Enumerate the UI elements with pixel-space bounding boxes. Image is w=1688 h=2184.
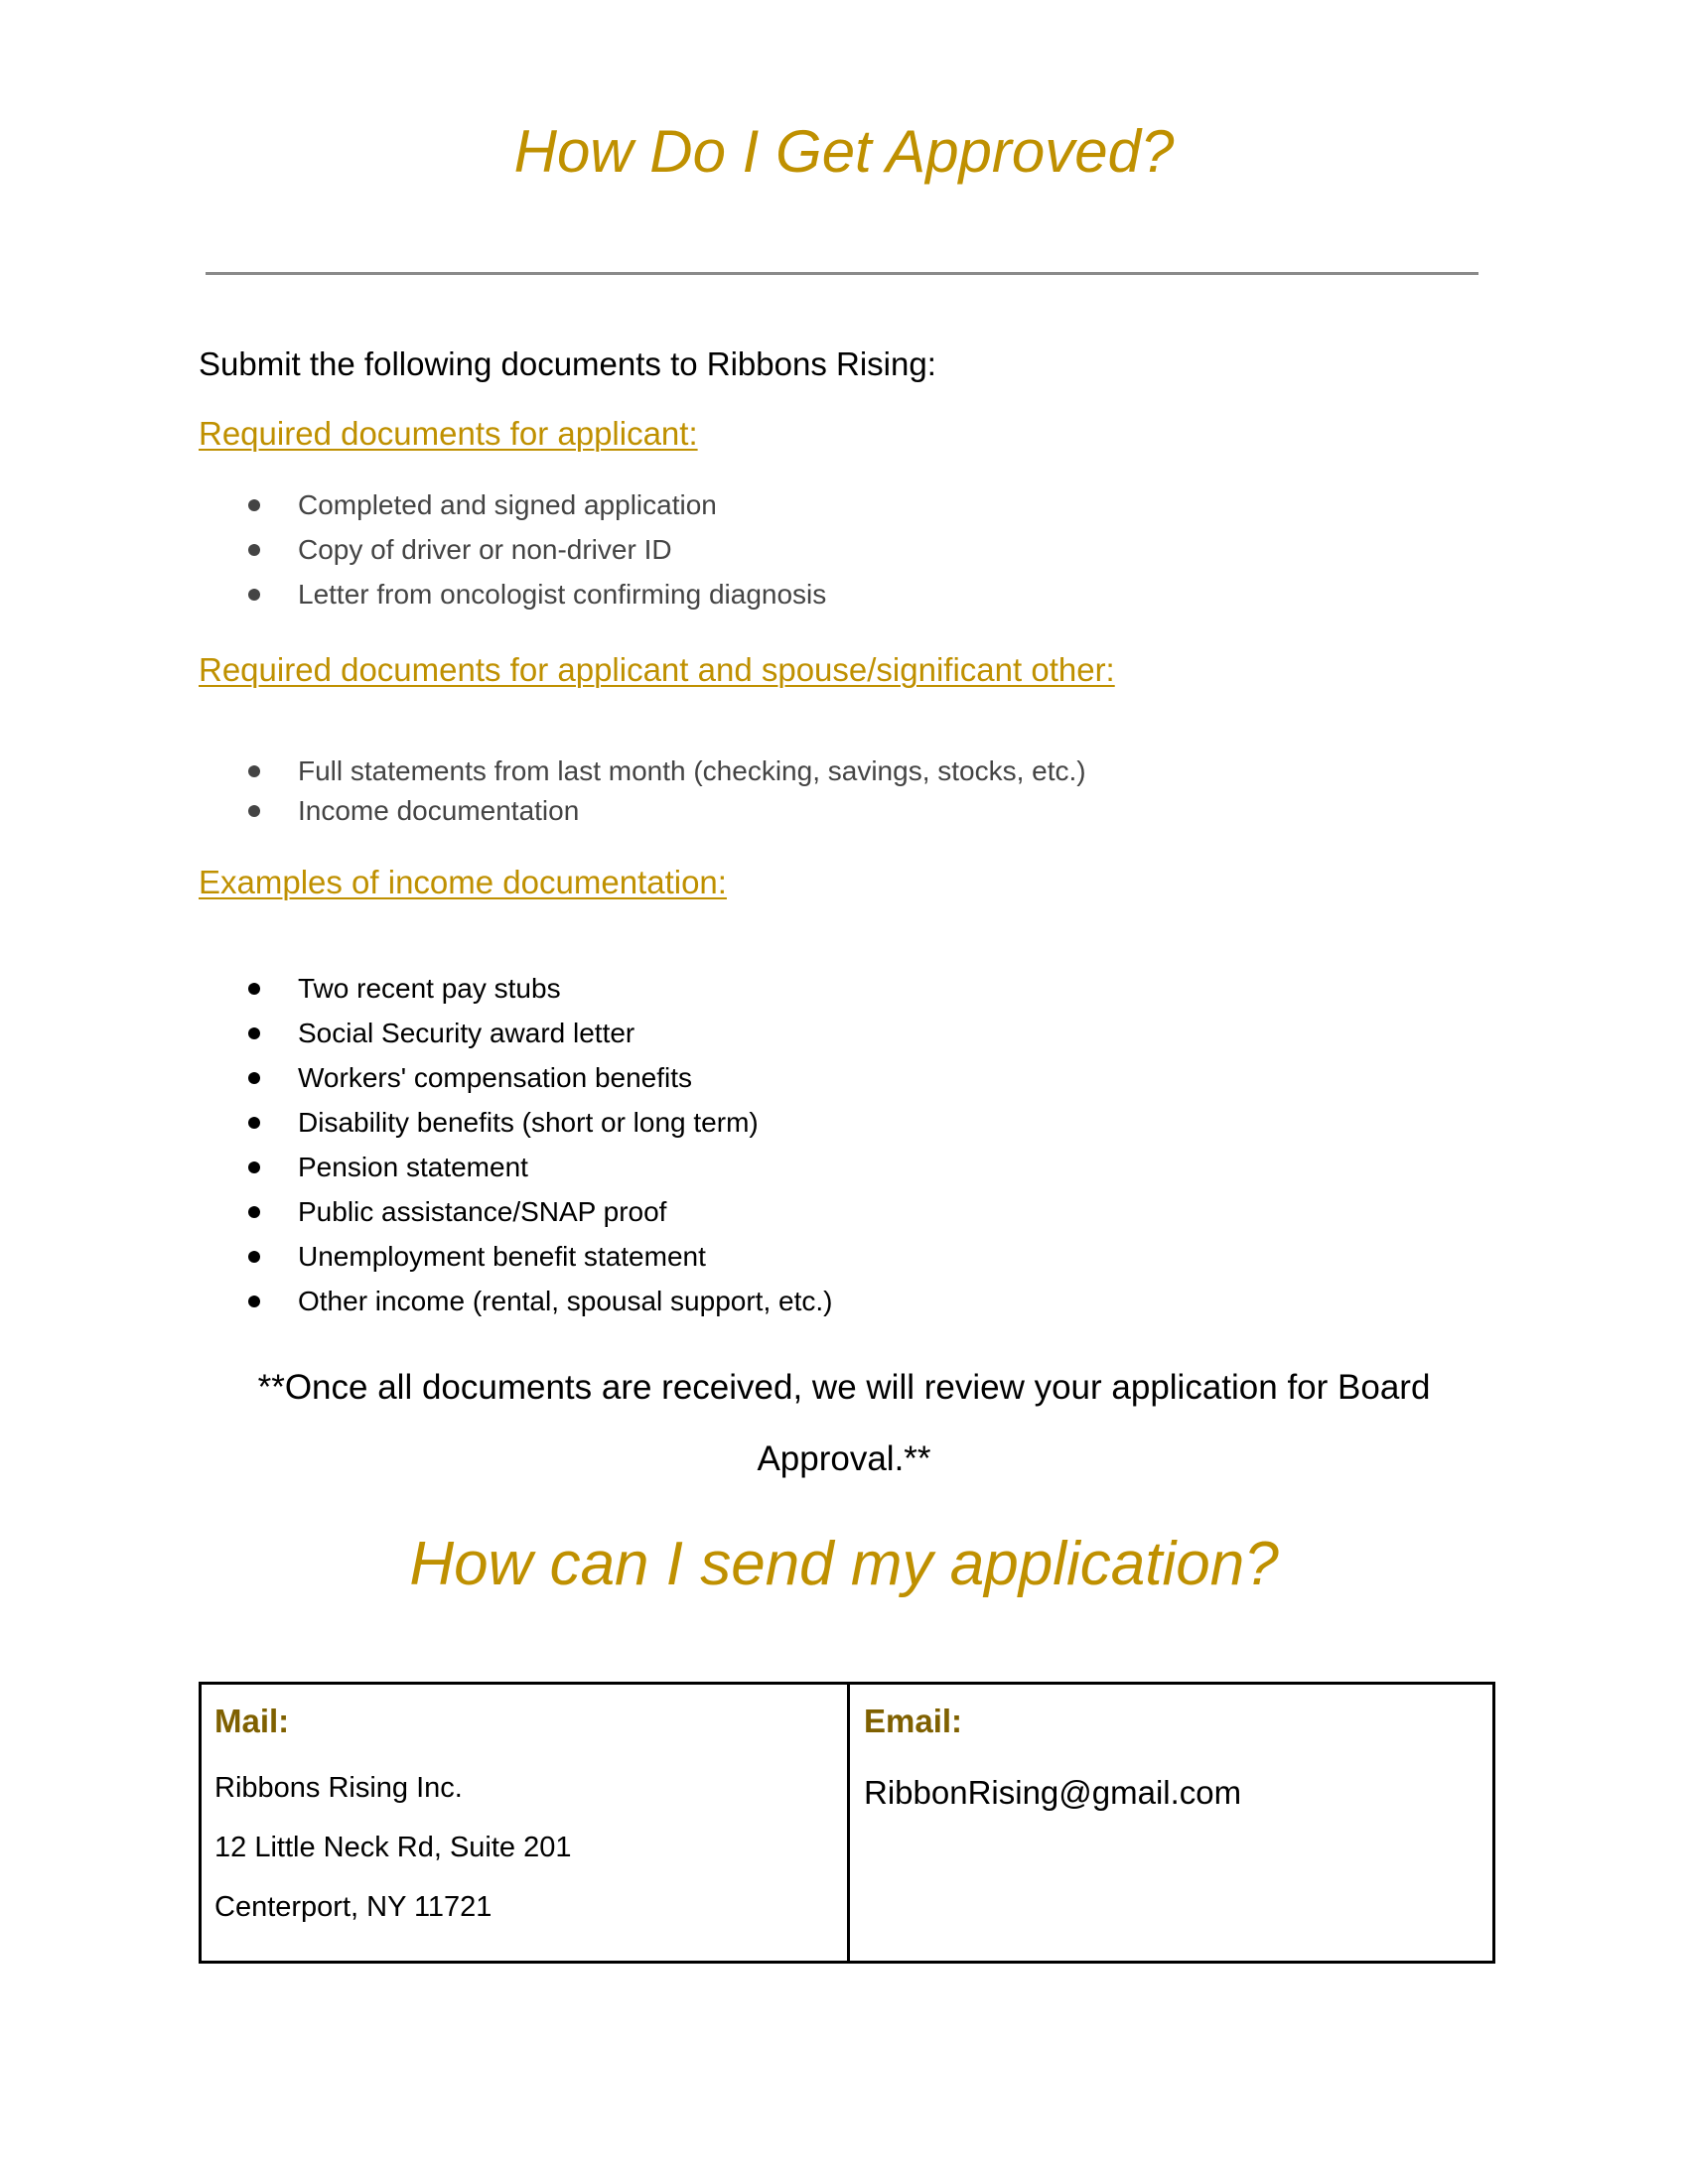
bullet-icon — [248, 1296, 260, 1307]
bullet-icon — [248, 765, 260, 777]
bullet-icon — [248, 805, 260, 817]
bullet-icon — [248, 1027, 260, 1039]
section-heading-applicant: Required documents for applicant: — [199, 415, 698, 452]
horizontal-divider — [206, 272, 1478, 275]
email-label: Email: — [864, 1703, 963, 1739]
mail-cell — [202, 1685, 850, 1961]
contact-table — [199, 1682, 1495, 1964]
section-heading-income-examples: Examples of income documentation: — [199, 864, 727, 900]
bullet-icon — [248, 1161, 260, 1173]
email-cell — [850, 1685, 1492, 1961]
send-application-title: How can I send my application? — [409, 1530, 1279, 1598]
section-heading-applicant-spouse: Required documents for applicant and spouse/significant other: — [199, 651, 1115, 688]
bullet-icon — [248, 589, 260, 601]
mail-address-line: Ribbons Rising Inc. — [214, 1772, 463, 1804]
mail-address-line: Centerport, NY 11721 — [214, 1891, 492, 1923]
mail-label: Mail: — [214, 1703, 290, 1739]
email-address[interactable]: RibbonRising@gmail.com — [864, 1774, 1242, 1811]
bullet-icon — [248, 1117, 260, 1129]
bullet-icon — [248, 1206, 260, 1218]
page-title: How Do I Get Approved? — [513, 118, 1175, 185]
board-approval-note: **Once all documents are received, we will review your application for Board Approval.** — [257, 1368, 1431, 1478]
bullet-icon — [248, 544, 260, 556]
bullet-icon — [248, 983, 260, 995]
bullet-icon — [248, 1072, 260, 1084]
intro-text: Submit the following documents to Ribbons Rising: — [199, 345, 936, 382]
bullet-icon — [248, 1251, 260, 1263]
bullet-icon — [248, 499, 260, 511]
mail-address-line: 12 Little Neck Rd, Suite 201 — [214, 1832, 572, 1863]
